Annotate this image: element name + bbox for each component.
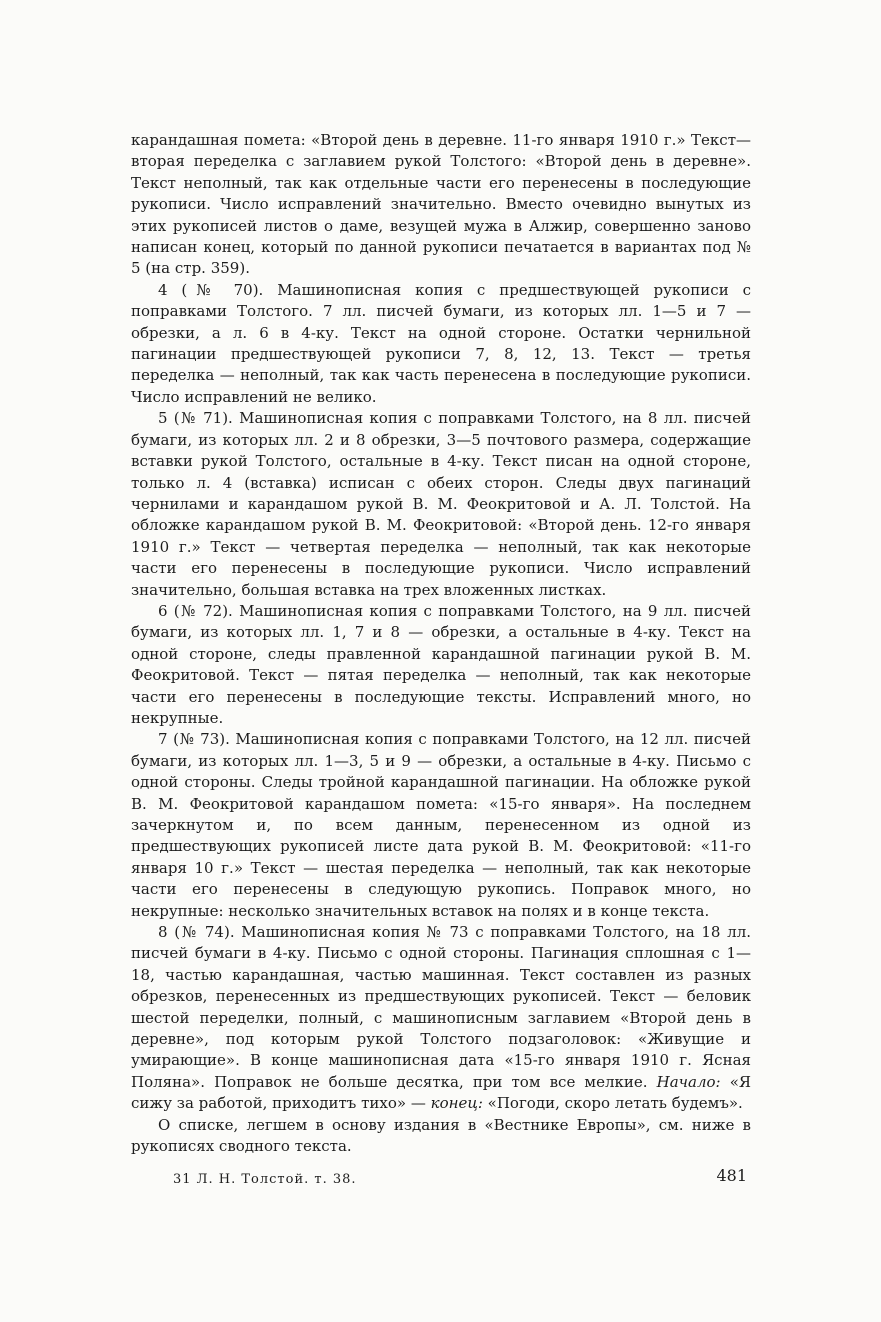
start-text: «Я сижу за работой, приходитъ тихо» —	[131, 1072, 751, 1113]
printer-signature: 31 Л. Н. Толстой. т. 38.	[173, 1172, 357, 1187]
paragraph-7: О списке, легшем в основу издания в «Вестнике Европы», см. ниже в рукописях сводного текста.	[131, 1115, 751, 1156]
paragraph-4: 6 (№ 72). Машинописная копия с поправками Толстого, на 9 лл. писчей бумаги, из которых лл. 1, 7 и 8 — обрезки, а остальные в 4-ку. Текст на одной стороне, следы правленной карандашной пагинации рукой В. М. Феокритовой. Текст — пятая переделка — неполный, так как некоторые части его перенесены в последующие тексты. Исправлений много, но некрупные.	[131, 601, 751, 727]
end-label: конец:	[430, 1094, 483, 1113]
end-text: «Погоди, скоро летать будемъ».	[487, 1094, 743, 1113]
start-label: Начало:	[656, 1072, 721, 1091]
paragraph-5: 7 (№ 73). Машинописная копия с поправками Толстого, на 12 лл. писчей бумаги, из которых лл. 1—3, 5 и 9 — обрезки, а остальные в 4-ку. Письмо с одной стороны. Следы тройной карандашной пагинации. На обложке рукой В. М. Феокритовой карандашом помета: «15-го января». На последнем зачеркнутом и, по всем данным, перенесенном из одной из предшествующих рукописей листе дата рукой В. М. Феокритовой: «11-го января 10 г.» Текст — шестая переделка — неполный, так как некоторые части его перенесены в следующую рукопись. Поправок много, но некрупные: несколько значительных вставок на полях и в конце текста.	[131, 730, 751, 920]
page-number: 481	[716, 1166, 747, 1185]
body-text	[131, 130, 751, 1158]
paragraph-3: 5 (№ 71). Машинописная копия с поправками Толстого, на 8 лл. писчей бумаги, из которых лл. 2 и 8 обрезки, 3—5 почтового размера, содержащие вставки рукой Толстого, остальные в 4-ку. Текст писан на одной стороне, только л. 4 (вставка) исписан с обеих сторон. Следы двух пагинаций чернилами и карандашом рукой В. М. Феокритовой и А. Л. Толстой. На обложке карандашом рукой В. М. Феокритовой: «Второй день. 12-го января 1910 г.» Текст — четвертая переделка — неполный, так как некоторые части его перенесены в последующие рукописи. Число исправлений значительно, большая вставка на трех вложенных листках.	[131, 409, 751, 599]
paragraph-6-text: 8 (№ 74). Машинописная копия № 73 с поправками Толстого, на 18 лл. писчей бумаги в 4-ку. Письмо с одной стороны. Пагинация сплошная с 1—18, частью карандашная, частью машинная. Текст составлен из разных обрезков, перенесенных из предшествующих рукописей. Текст — беловик шестой переделки, полный, с машинописным заглавием «Второй день в деревне», под которым рукой Толстого подзаголовок: «Живущие и умирающие». В конце машинописная дата «15-го января 1910 г. Ясная Поляна». Поправок не больше десятка, при том все мелкие.	[131, 923, 751, 1091]
paragraph-6	[131, 922, 751, 1115]
paragraph-1: карандашная помета: «Второй день в деревне. 11-го января 1910 г.» Текст— вторая переделка с заглавием рукой Толстого: «Второй день в деревне». Текст неполный, так как отдельные части его перенесены в последующие рукописи. Число исправлений значительно. Вместо очевидно вынутых из этих рукописей листов о даме, везущей мужа в Алжир, совершенно заново написан конец, который по данной рукописи печатается в вариантах под № 5 (на стр. 359).	[131, 131, 751, 278]
paragraph-2: 4 (№ 70). Машинописная копия с предшествующей рукописи с поправками Толстого. 7 лл. писчей бумаги, из которых лл. 1—5 и 7 — обрезки, а л. 6 в 4-ку. Текст на одной стороне. Остатки чернильной пагинации предшествующей рукописи 7, 8, 12, 13. Текст — третья переделка — неполный, так как часть перенесена в последующие рукописи. Число исправлений не велико.	[131, 280, 751, 406]
page-footer	[131, 1166, 751, 1188]
